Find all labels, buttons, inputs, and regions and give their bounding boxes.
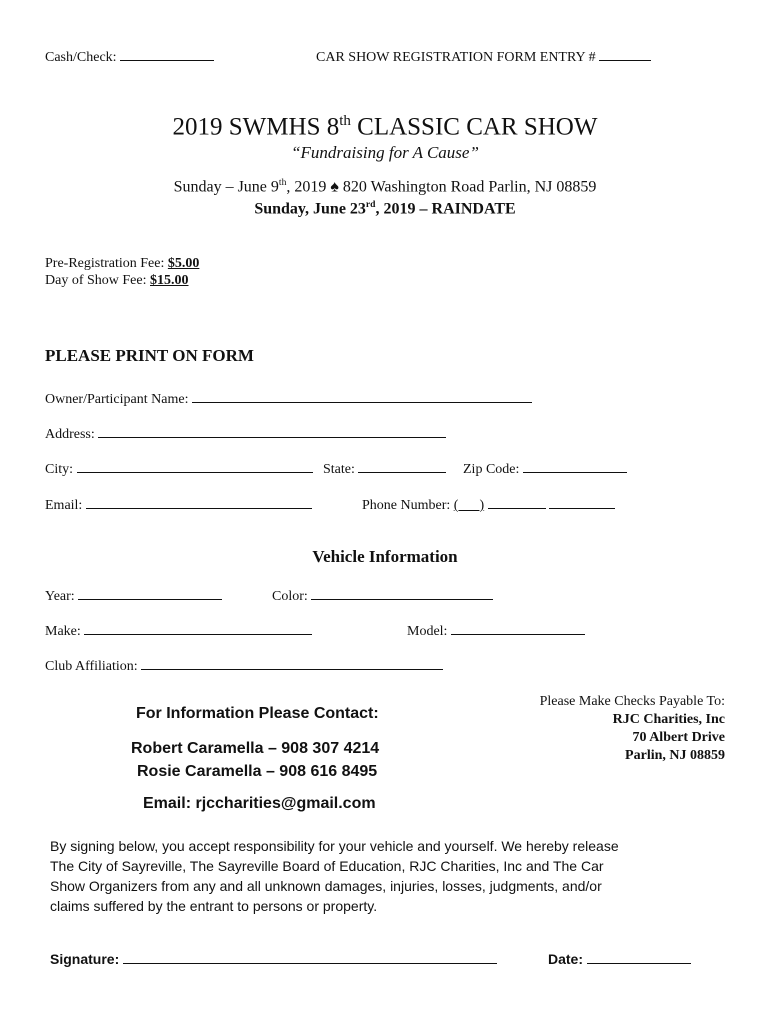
state-label: State:	[323, 462, 355, 477]
date-field	[548, 951, 691, 967]
cash-check-label: Cash/Check:	[45, 50, 117, 65]
make-field	[45, 622, 312, 640]
payable-city: Parlin, NJ 08859	[625, 748, 725, 763]
payable-street: 70 Albert Drive	[632, 730, 725, 745]
vehicle-heading: Vehicle Information	[312, 547, 458, 566]
signature-field	[50, 951, 497, 967]
address-label: Address:	[45, 427, 95, 442]
raindate: Sunday, June 23rd, 2019 – RAINDATE	[254, 199, 516, 218]
day-of-show-fee: Day of Show Fee: $15.00	[45, 273, 189, 288]
pre-registration-fee: Pre-Registration Fee: $5.00	[45, 256, 200, 271]
area-code-input[interactable]: ( )	[453, 498, 485, 513]
payable-org: RJC Charities, Inc	[612, 712, 725, 727]
zip-field	[463, 460, 627, 478]
address-input[interactable]	[98, 425, 446, 438]
zip-label: Zip Code:	[463, 462, 520, 477]
cash-check-line[interactable]	[120, 48, 214, 61]
date-input[interactable]	[587, 951, 691, 964]
color-label: Color:	[272, 589, 308, 604]
make-input[interactable]	[84, 622, 312, 635]
form-heading: PLEASE PRINT ON FORM	[45, 346, 254, 365]
entry-number-field	[316, 48, 651, 66]
city-label: City:	[45, 462, 74, 477]
make-label: Make:	[45, 624, 81, 639]
contact-email: Email: rjccharities@gmail.com	[143, 795, 376, 812]
tagline: “Fundraising for A Cause”	[291, 143, 479, 162]
city-field	[45, 460, 313, 478]
contact-rosie: Rosie Caramella – 908 616 8495	[137, 763, 378, 780]
owner-name-label: Owner/Participant Name:	[45, 392, 189, 407]
entry-number-line[interactable]	[599, 48, 651, 61]
email-label: Email:	[45, 498, 83, 513]
address-field	[45, 425, 446, 443]
cash-check-field	[45, 48, 214, 66]
day-of-show-fee-value: $15.00	[150, 273, 189, 288]
city-input[interactable]	[77, 460, 313, 473]
contact-heading: For Information Please Contact:	[136, 705, 379, 722]
club-affiliation-input[interactable]	[141, 657, 443, 670]
phone-field	[362, 496, 615, 514]
zip-input[interactable]	[523, 460, 627, 473]
email-field	[45, 496, 312, 514]
waiver-text: By signing below, you accept responsibility for your vehicle and yourself. We hereby release The City of Sayreville, The Sayreville Board of Education, RJC Charities, Inc and The Car Show Organizers from any and all unknown damages, injuries, losses, judgments, and/or claims suffered by the entrant to persons or property.	[50, 838, 619, 914]
state-field	[323, 460, 446, 478]
signature-label: Signature:	[50, 951, 120, 967]
date-label: Date:	[548, 951, 584, 967]
model-field	[407, 622, 585, 640]
payable-heading: Please Make Checks Payable To:	[539, 694, 725, 709]
model-input[interactable]	[451, 622, 585, 635]
club-affiliation-field	[45, 657, 443, 675]
owner-name-input[interactable]	[192, 390, 532, 403]
model-label: Model:	[407, 624, 448, 639]
year-field	[45, 587, 222, 605]
owner-name-field	[45, 390, 532, 408]
color-field	[272, 587, 493, 605]
state-input[interactable]	[358, 460, 446, 473]
club-affiliation-label: Club Affiliation:	[45, 659, 138, 674]
entry-number-label: CAR SHOW REGISTRATION FORM ENTRY #	[316, 50, 596, 65]
year-label: Year:	[45, 589, 75, 604]
phone-line-input[interactable]	[549, 496, 615, 509]
email-input[interactable]	[86, 496, 312, 509]
pre-registration-fee-value: $5.00	[167, 256, 200, 271]
year-input[interactable]	[78, 587, 222, 600]
contact-robert: Robert Caramella – 908 307 4214	[131, 740, 380, 757]
page-title: 2019 SWMHS 8th CLASSIC CAR SHOW	[172, 113, 598, 141]
event-date-location: Sunday – June 9th, 2019 ♠ 820 Washington Road Parlin, NJ 08859	[173, 177, 597, 196]
phone-prefix-input[interactable]	[488, 496, 546, 509]
color-input[interactable]	[311, 587, 493, 600]
phone-label: Phone Number:	[362, 498, 451, 513]
signature-input[interactable]	[123, 951, 497, 964]
payable-block	[480, 693, 725, 765]
